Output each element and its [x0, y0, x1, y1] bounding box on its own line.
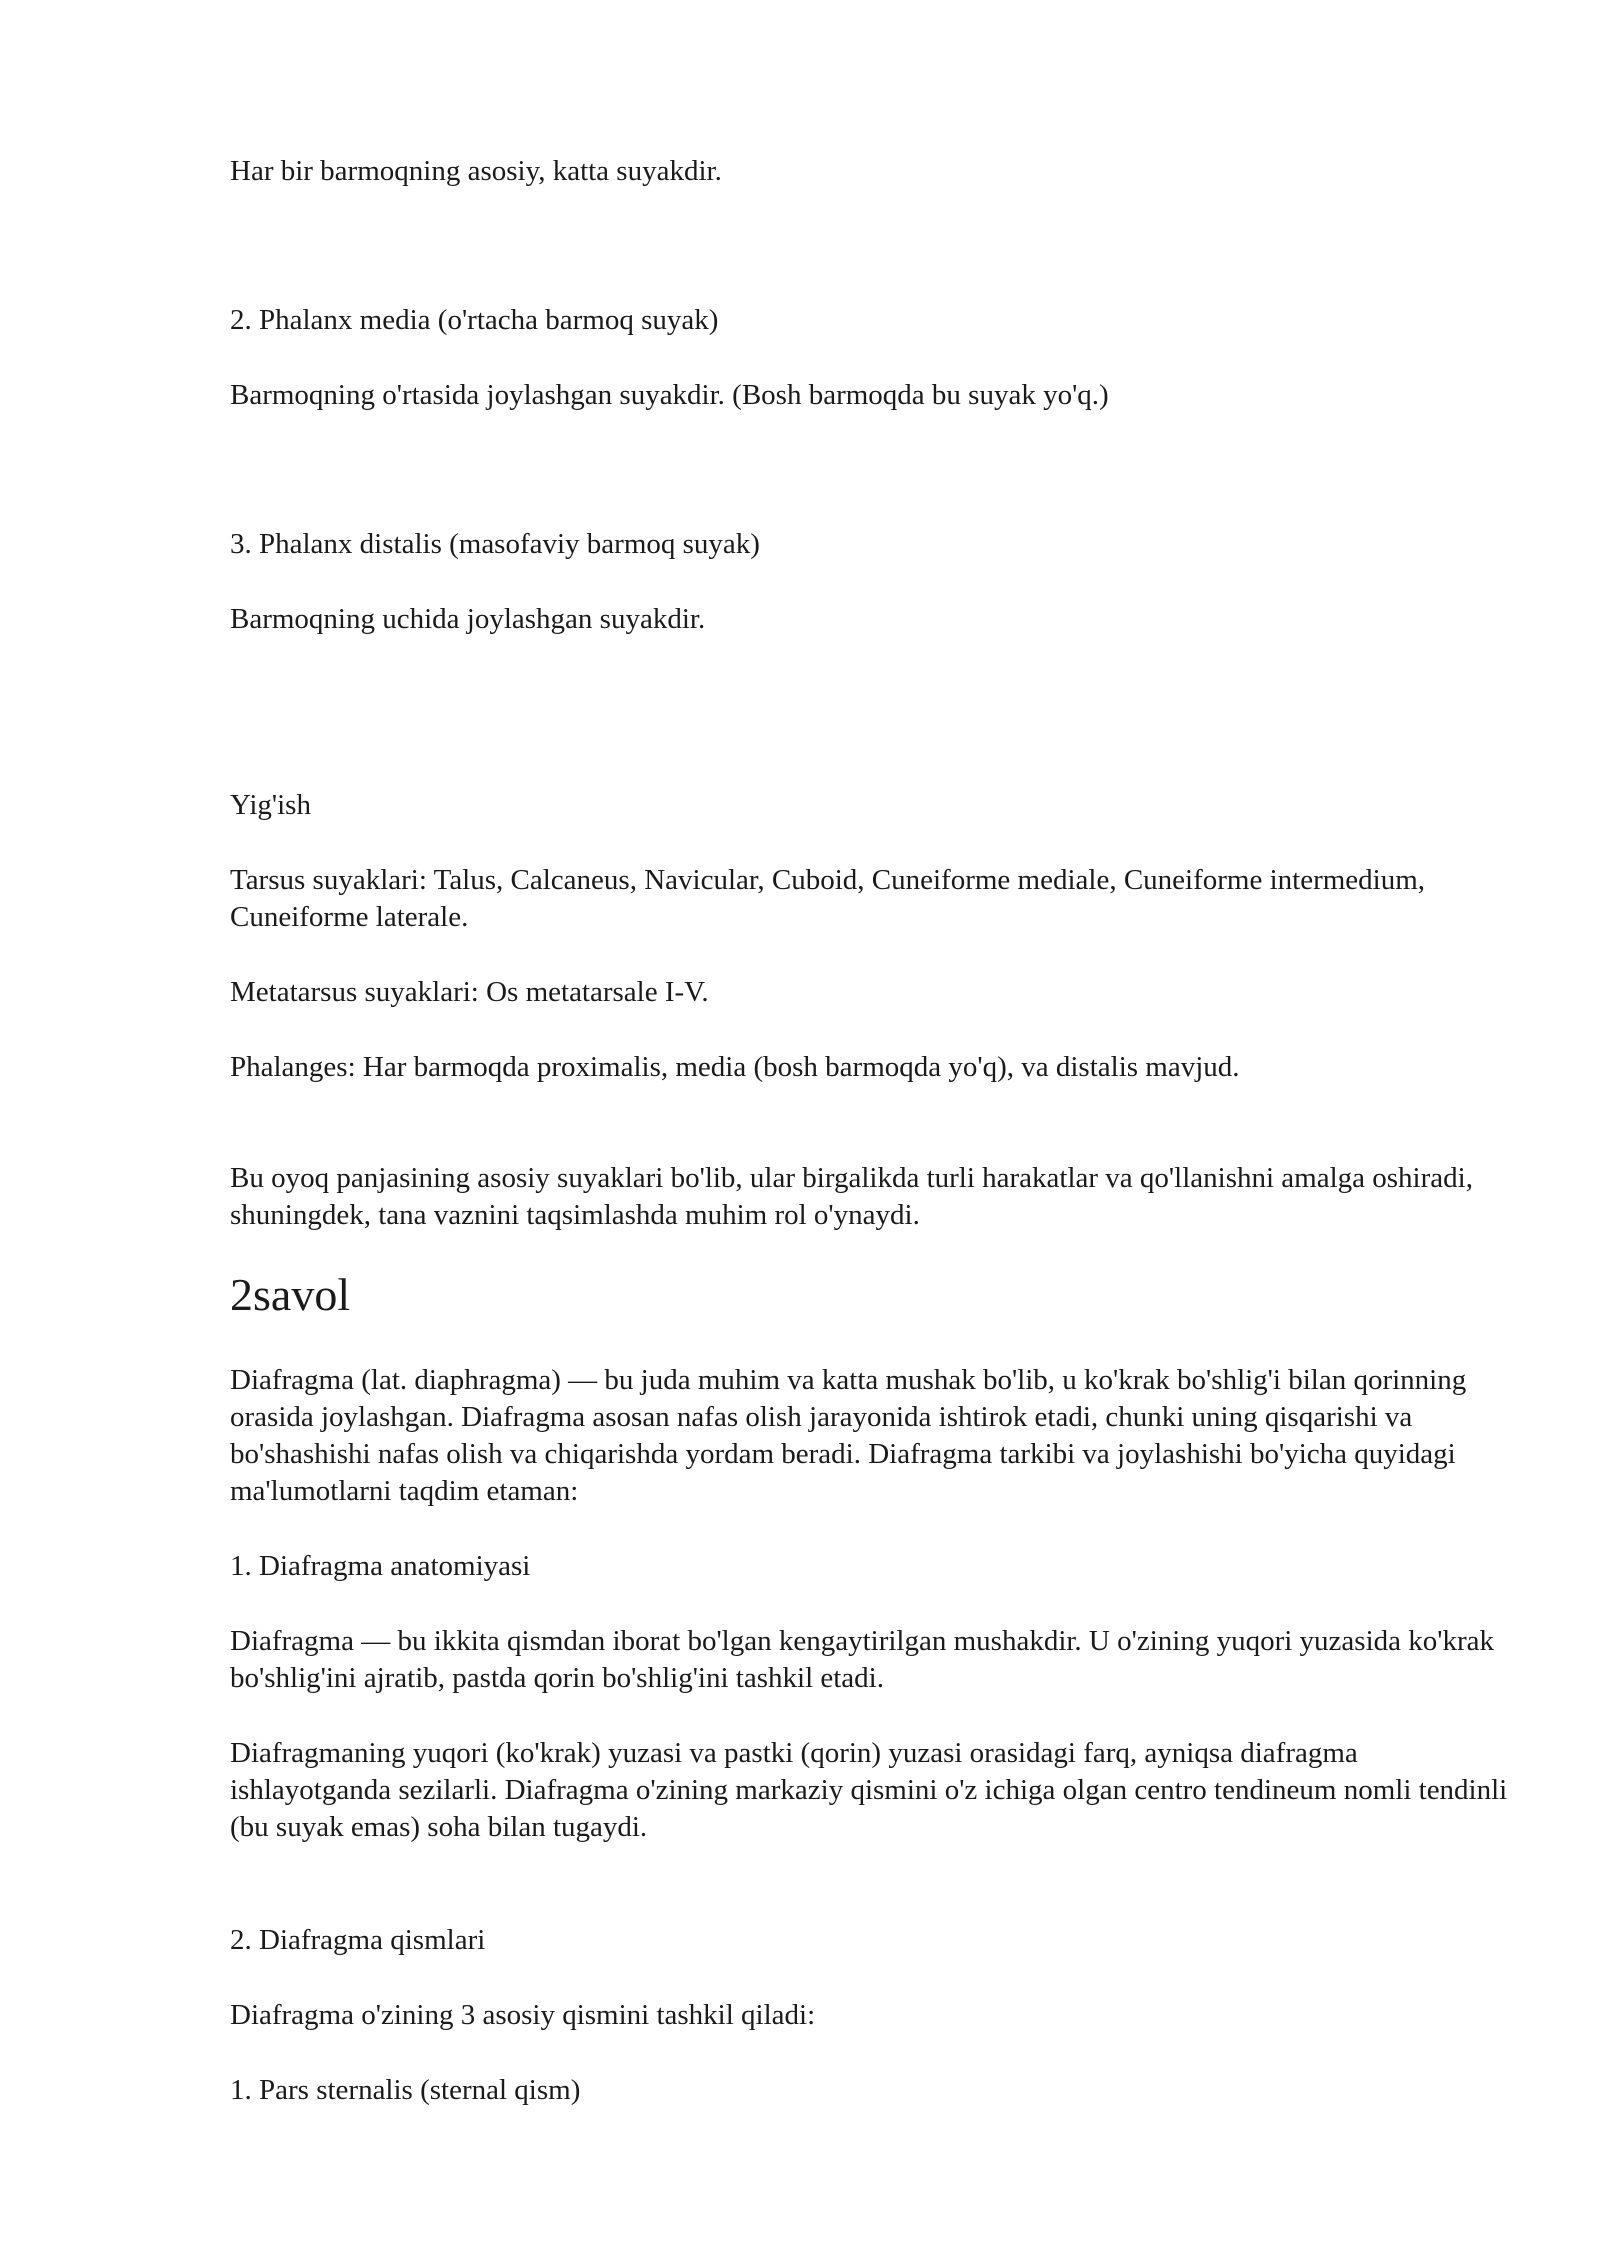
paragraph-anatomy-desc-1: Diafragma — bu ikkita qismdan iborat bo'lgan kengaytirilgan mushakdir. U o'zining yuqori yuzasida ko'krak bo'shlig'ini ajratib, pastda qorin bo'shlig'ini tashkil etadi. [230, 1625, 1495, 1694]
paragraph-phalanx-media-title: 2. Phalanx media (o'rtacha barmoq suyak) [230, 304, 719, 336]
paragraph-phalanx-distalis-desc: Barmoqning uchida joylashgan suyakdir. [230, 603, 706, 635]
heading-question-2: 2savol [230, 1269, 351, 1320]
paragraph-parts-title: 2. Diafragma qismlari [230, 1924, 486, 1956]
paragraph-summary-conclusion: Bu oyoq panjasining asosiy suyaklari bo'lib, ular birgalikda turli harakatlar va qo'llanishni amalga oshiradi, shuningdek, tana vaznini taqsimlashda muhim rol o'ynaydi. [230, 1162, 1473, 1231]
paragraph-summary-title: Yig'ish [230, 789, 311, 821]
paragraph-diafragma-intro: Diafragma (lat. diaphragma) — bu juda muhim va katta mushak bo'lib, u ko'krak bo'shlig'i bilan qorinning orasida joylashgan. Diafragma asosan nafas olish jarayonida ishtirok etadi, chunki uning qisqarishi va bo'shashishi nafas olish va chiqarishda yordam beradi. Diafragma tarkibi va joylashishi bo'yicha quyidagi ma'lumotlarni taqdim etaman: [230, 1364, 1467, 1507]
paragraph-parts-intro: Diafragma o'zining 3 asosiy qismini tashkil qiladi: [230, 1999, 816, 2031]
paragraph-metatarsus: Metatarsus suyaklari: Os metatarsale I-V. [230, 976, 709, 1008]
paragraph-tarsus: Tarsus suyaklari: Talus, Calcaneus, Navicular, Cuboid, Cuneiforme mediale, Cuneiforme intermedium, Cuneiforme laterale. [230, 864, 1426, 933]
paragraph-pars-sternalis: 1. Pars sternalis (sternal qism) [230, 2074, 581, 2106]
paragraph-phalanx-proximalis-desc: Har bir barmoqning asosiy, katta suyakdir. [230, 155, 722, 187]
paragraph-phalanges: Phalanges: Har barmoqda proximalis, media (bosh barmoqda yo'q), va distalis mavjud. [230, 1051, 1240, 1083]
paragraph-phalanx-media-desc: Barmoqning o'rtasida joylashgan suyakdir. (Bosh barmoqda bu suyak yo'q.) [230, 379, 1109, 411]
paragraph-anatomy-title: 1. Diafragma anatomiyasi [230, 1550, 531, 1582]
paragraph-anatomy-desc-2: Diafragmaning yuqori (ko'krak) yuzasi va pastki (qorin) yuzasi orasidagi farq, ayniqsa diafragma ishlayotganda sezilarli. Diafragma o'zining markaziy qismini o'z ichiga olgan centro tendineum nomli tendinli (bu suyak emas) soha bilan tugaydi. [230, 1737, 1508, 1843]
paragraph-phalanx-distalis-title: 3. Phalanx distalis (masofaviy barmoq suyak) [230, 528, 760, 560]
